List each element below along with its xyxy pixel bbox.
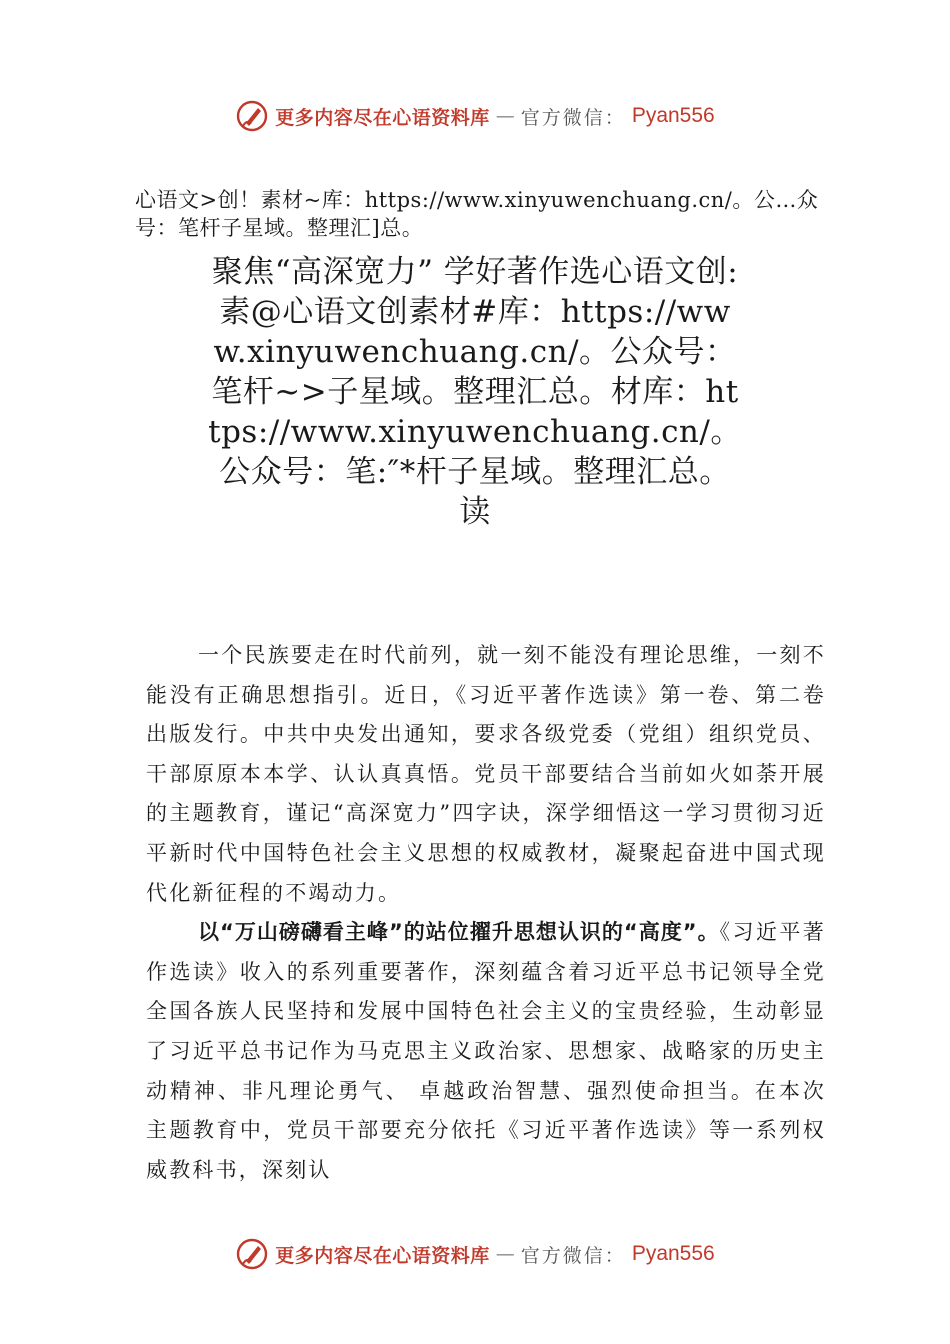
banner-dash: —: [495, 105, 515, 127]
header-watermark-banner: [0, 96, 950, 136]
banner-wechat-id: Pyan556: [631, 1242, 715, 1265]
paragraph-height: [146, 913, 826, 1190]
article-body: [146, 636, 826, 1190]
banner-brand-text: 更多内容尽在心语资料库: [275, 106, 490, 129]
pen-logo-icon: [235, 1237, 269, 1271]
paragraph-height-body: 《习近平著作选读》收入的系列重要著作，深刻蕴含着习近平总书记领导全党全国各族人民坚持和发展中国特色社会主义的宝贵经验，生动彰显了习近平总书记作为马克思主义政治家、思想家、战略家的历史主动精神、非凡理论勇气、 卓越政治智慧、强烈使命担当。在本次主题教育中，党员干部要充分依托《习近平著作选读》等一系列权威教科书，深刻认: [146, 920, 826, 1182]
banner-wechat-id: Pyan556: [631, 104, 715, 127]
section-heading-height: 以“万山磅礴看主峰”的站位擢升思想认识的“高度”。: [198, 920, 720, 945]
banner-wechat-label: 官方微信：: [520, 1244, 626, 1267]
pen-logo-icon: [235, 99, 269, 133]
document-title: 聚焦“高深宽力” 学好著作选心语文创:素@心语文创素材#库：https://www.xinyuwenchuang.cn/。公众号：笔杆~>子星域。整理汇总。材库：https://www.xinyuwenchuang.cn/。公众号：笔:″*杆子星域。整理汇总。读: [208, 254, 742, 530]
pre-title-text: 心语文>创！素材~库：https://www.xinyuwenchuang.cn/。公…众号：笔杆子星域。整理汇]总。: [135, 188, 819, 240]
banner-wechat-label: 官方微信：: [520, 106, 626, 129]
footer-watermark-banner: [0, 1234, 950, 1274]
banner-dash: —: [495, 1243, 515, 1265]
banner-brand-text: 更多内容尽在心语资料库: [275, 1244, 490, 1267]
paragraph-intro: 一个民族要走在时代前列，就一刻不能没有理论思维，一刻不能没有正确思想指引。近日，《习近平著作选读》第一卷、第二卷出版发行。中共中央发出通知，要求各级党委（党组）组织党员、干部原原本本学、认认真真悟。党员干部要结合当前如火如荼开展的主题教育，谨记“高深宽力”四字诀，深学细悟这一学习贯彻习近平新时代中国特色社会主义思想的权威教材，凝聚起奋进中国式现代化新征程的不竭动力。: [146, 643, 826, 905]
